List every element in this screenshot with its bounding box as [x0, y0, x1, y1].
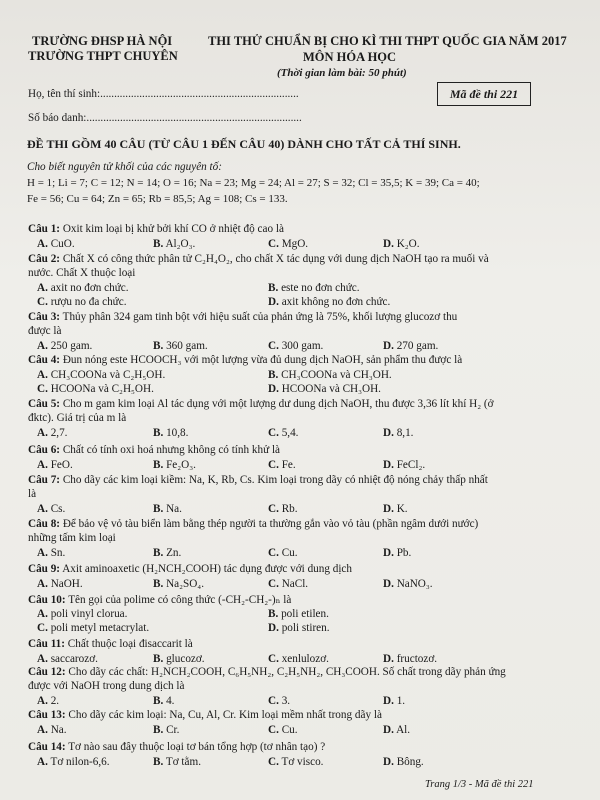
option-letter: C.	[268, 459, 279, 471]
option-text: Pb.	[396, 547, 412, 559]
option-text: Na.	[166, 503, 182, 515]
option-text: 250 gam.	[50, 340, 93, 352]
answer-option-a[interactable]	[37, 653, 98, 665]
question-number: Câu 1:	[28, 223, 61, 235]
answer-option-a[interactable]	[37, 459, 73, 471]
answer-option-d[interactable]	[383, 547, 411, 559]
answer-option-a[interactable]	[37, 340, 92, 352]
option-text: xenlulozơ.	[281, 653, 329, 665]
question-number: Câu 7:	[28, 474, 61, 486]
exam-title: THI THỬ CHUẨN BỊ CHO KÌ THI THPT QUỐC GIA NĂM 2017	[208, 34, 567, 48]
question-text: Oxit kim loại bị khử bởi khí CO ở nhiệt độ cao là	[62, 223, 284, 235]
answer-option-d[interactable]	[383, 653, 437, 665]
instructions-title: ĐỀ THI GỒM 40 CÂU (TỪ CÂU 1 ĐẾN CÂU 40) DÀNH CHO TẤT CẢ THÍ SINH.	[27, 137, 461, 151]
option-letter: C.	[268, 427, 279, 439]
option-text: 1.	[396, 695, 406, 707]
answer-option-b[interactable]	[153, 503, 182, 515]
answer-option-a[interactable]	[37, 503, 65, 515]
question-number: Câu 2:	[28, 253, 61, 265]
option-text: 2,7.	[50, 427, 68, 439]
option-letter: D.	[383, 653, 394, 665]
option-text: Na₂SO₄.	[166, 578, 205, 590]
option-letter: A.	[37, 653, 48, 665]
answer-option-d[interactable]	[383, 578, 433, 590]
option-letter: D.	[383, 459, 394, 471]
answer-option-d[interactable]	[268, 383, 381, 395]
answer-option-b[interactable]	[268, 608, 329, 620]
answer-option-a[interactable]	[37, 756, 110, 768]
option-letter: C.	[268, 503, 279, 515]
answer-option-c[interactable]	[268, 459, 296, 471]
answer-option-c[interactable]	[268, 503, 298, 515]
answer-option-b[interactable]	[153, 578, 204, 590]
option-text: fructozơ.	[396, 653, 438, 665]
option-text: poli metyl metacrylat.	[50, 622, 150, 634]
question-text-continued: là	[28, 488, 37, 500]
option-text: Rb.	[281, 503, 298, 515]
answer-option-d[interactable]	[268, 622, 330, 634]
answer-option-a[interactable]	[37, 427, 67, 439]
option-letter: B.	[153, 503, 164, 515]
answer-option-b[interactable]	[153, 459, 196, 471]
option-letter: D.	[383, 427, 394, 439]
answer-option-b[interactable]	[153, 724, 179, 736]
answer-option-c[interactable]	[268, 547, 298, 559]
question-number: Câu 9:	[28, 563, 61, 575]
answer-option-c[interactable]	[37, 622, 149, 634]
exam-code-box: Mã đề thi 221	[437, 82, 531, 106]
option-letter: B.	[153, 427, 164, 439]
answer-option-a[interactable]	[37, 238, 75, 250]
option-letter: A.	[37, 427, 48, 439]
answer-option-d[interactable]	[383, 459, 425, 471]
option-letter: A.	[37, 756, 48, 768]
option-text: CuO.	[50, 238, 75, 250]
answer-option-d[interactable]	[383, 756, 424, 768]
option-letter: D.	[383, 340, 394, 352]
question-text: Tơ nào sau đây thuộc loại tơ bán tổng hợp (tơ nhân tạo) ?	[68, 741, 326, 753]
question-stem	[28, 518, 478, 530]
option-text: HCOONa và C₂H₅OH.	[50, 383, 154, 395]
option-text: rượu no đa chức.	[50, 296, 127, 308]
option-letter: A.	[37, 608, 48, 620]
question-stem	[28, 666, 506, 678]
option-letter: D.	[383, 238, 394, 250]
masses-line-2: Fe = 56; Cu = 64; Zn = 65; Rb = 85,5; Ag = 108; Cs = 133.	[27, 193, 288, 205]
question-text-continued: được với NaOH trong dung dịch là	[28, 680, 185, 692]
option-text: Cu.	[281, 547, 298, 559]
option-text: FeO.	[50, 459, 73, 471]
option-letter: A.	[37, 369, 48, 381]
option-letter: B.	[153, 653, 164, 665]
option-text: este no đơn chức.	[281, 282, 360, 294]
option-text: 5,4.	[281, 427, 299, 439]
answer-option-d[interactable]	[268, 296, 390, 308]
answer-option-a[interactable]	[37, 578, 83, 590]
answer-option-c[interactable]	[268, 653, 329, 665]
option-letter: C.	[268, 695, 279, 707]
option-letter: D.	[383, 503, 394, 515]
option-text: Cu.	[281, 724, 298, 736]
option-text: saccarozơ.	[50, 653, 98, 665]
school-name-2: TRƯỜNG THPT CHUYÊN	[28, 49, 178, 63]
answer-option-a[interactable]	[37, 282, 129, 294]
answer-option-b[interactable]	[153, 756, 201, 768]
option-text: poli stiren.	[281, 622, 330, 634]
question-text-continued: đktc). Giá trị của m là	[28, 412, 127, 424]
question-stem	[28, 398, 494, 410]
question-text: Cho dãy các kim loại kiềm: Na, K, Rb, Cs. Kim loại trong dãy có nhiệt độ nóng chảy thấp nhất	[62, 474, 488, 486]
option-letter: C.	[268, 724, 279, 736]
answer-option-d[interactable]	[383, 340, 438, 352]
option-text: Zn.	[166, 547, 182, 559]
option-text: Fe.	[281, 459, 296, 471]
answer-option-c[interactable]	[268, 695, 290, 707]
option-letter: A.	[37, 340, 48, 352]
option-text: Fe₂O₃.	[166, 459, 196, 471]
question-text-continued: được là	[28, 325, 62, 337]
answer-option-d[interactable]	[383, 238, 420, 250]
option-text: 270 gam.	[396, 340, 439, 352]
option-letter: B.	[153, 459, 164, 471]
question-text: Cho dãy các kim loại: Na, Cu, Al, Cr. Kim loại mềm nhất trong dãy là	[68, 709, 382, 721]
question-stem	[28, 311, 457, 323]
option-text: NaCl.	[281, 578, 309, 590]
question-text: Tên gọi của polime có công thức (-CH₂-CH₂-)ₙ là	[68, 594, 292, 606]
answer-option-d[interactable]	[383, 427, 413, 439]
option-text: Cr.	[166, 724, 180, 736]
answer-option-c[interactable]	[268, 756, 323, 768]
option-text: 2.	[50, 695, 60, 707]
option-letter: A.	[37, 282, 48, 294]
question-stem	[28, 444, 280, 456]
masses-intro: Cho biết nguyên tử khối của các nguyên tố:	[27, 161, 222, 173]
school-name-1: TRƯỜNG ĐHSP HÀ NỘI	[32, 34, 173, 48]
question-number: Câu 6:	[28, 444, 61, 456]
option-text: axit không no đơn chức.	[281, 296, 391, 308]
option-text: 360 gam.	[166, 340, 208, 352]
question-stem	[28, 709, 382, 721]
answer-option-d[interactable]	[383, 503, 408, 515]
answer-option-c[interactable]	[268, 578, 308, 590]
answer-option-a[interactable]	[37, 369, 165, 381]
option-letter: B.	[153, 547, 164, 559]
question-text: Để bảo vệ vỏ tàu biển làm bằng thép người ta thường gắn vào vỏ tàu (phần ngâm dưới nước)	[62, 518, 479, 530]
option-text: CH₃COONa và C₂H₅OH.	[50, 369, 166, 381]
option-letter: A.	[37, 695, 48, 707]
candidate-name-field: Họ, tên thí sinh:.......................................................................	[28, 88, 299, 100]
option-text: 3.	[281, 695, 291, 707]
answer-option-d[interactable]	[383, 724, 410, 736]
answer-option-b[interactable]	[153, 340, 208, 352]
option-letter: C.	[37, 383, 48, 395]
option-letter: A.	[37, 238, 48, 250]
answer-option-b[interactable]	[268, 369, 392, 381]
question-stem	[28, 741, 325, 753]
answer-option-c[interactable]	[268, 340, 323, 352]
option-text: Tơ nilon-6,6.	[50, 756, 110, 768]
question-number: Câu 12:	[28, 666, 66, 678]
option-letter: B.	[153, 724, 164, 736]
question-number: Câu 11:	[28, 638, 65, 650]
option-text: Al.	[396, 724, 411, 736]
option-text: poli vinyl clorua.	[50, 608, 128, 620]
answer-option-a[interactable]	[37, 695, 59, 707]
option-letter: D.	[383, 695, 394, 707]
option-text: Tơ tằm.	[165, 756, 201, 768]
answer-option-b[interactable]	[153, 238, 195, 250]
option-letter: C.	[268, 547, 279, 559]
option-letter: D.	[383, 756, 394, 768]
question-stem	[28, 563, 352, 575]
masses-line-1: H = 1; Li = 7; C = 12; N = 14; O = 16; Na = 23; Mg = 24; Al = 27; S = 32; Cl = 35,5; K = 39; Ca = 40;	[27, 177, 480, 189]
question-stem	[28, 474, 488, 486]
option-letter: D.	[268, 383, 279, 395]
option-letter: C.	[268, 578, 279, 590]
option-text: axit no đơn chức.	[50, 282, 129, 294]
question-number: Câu 3:	[28, 311, 61, 323]
option-letter: B.	[153, 340, 164, 352]
option-text: K.	[396, 503, 408, 515]
option-letter: A.	[37, 547, 48, 559]
answer-option-a[interactable]	[37, 724, 67, 736]
option-letter: A.	[37, 459, 48, 471]
option-text: Sn.	[50, 547, 66, 559]
question-stem	[28, 223, 284, 235]
question-stem	[28, 253, 489, 265]
question-number: Câu 14:	[28, 741, 66, 753]
question-stem	[28, 354, 462, 366]
question-number: Câu 8:	[28, 518, 61, 530]
answer-option-b[interactable]	[153, 427, 188, 439]
option-letter: B.	[268, 282, 279, 294]
option-text: 300 gam.	[281, 340, 324, 352]
option-letter: C.	[268, 756, 279, 768]
option-text: poli etilen.	[281, 608, 329, 620]
option-text: Bông.	[396, 756, 424, 768]
option-text: HCOONa và CH₃OH.	[281, 383, 381, 395]
option-letter: D.	[268, 296, 279, 308]
option-text: NaOH.	[50, 578, 83, 590]
question-text: Chất X có công thức phân tử C₂H₄O₂, cho chất X tác dụng với dung dịch NaOH tạo ra muối và	[62, 253, 489, 265]
option-text: Na.	[50, 724, 67, 736]
option-letter: D.	[383, 547, 394, 559]
option-letter: C.	[268, 340, 279, 352]
option-text: MgO.	[281, 238, 309, 250]
time-limit: (Thời gian làm bài: 50 phút)	[277, 67, 407, 79]
question-number: Câu 13:	[28, 709, 66, 721]
option-letter: B.	[153, 695, 164, 707]
option-text: glucozơ.	[166, 653, 205, 665]
option-text: 8,1.	[396, 427, 414, 439]
question-stem	[28, 593, 291, 606]
option-letter: B.	[153, 238, 164, 250]
question-number: Câu 4:	[28, 354, 61, 366]
option-letter: A.	[37, 578, 48, 590]
option-text: Tơ visco.	[281, 756, 324, 768]
question-number: Câu 10:	[28, 594, 66, 606]
option-text: NaNO₃.	[396, 578, 433, 590]
option-letter: B.	[268, 369, 279, 381]
question-text: Chất thuộc loại đisaccarit là	[67, 638, 193, 650]
option-letter: C.	[268, 653, 279, 665]
question-text: Đun nóng este HCOOCH₃ với một lượng vừa đủ dung dịch NaOH, sản phẩm thu được là	[62, 354, 463, 366]
answer-option-d[interactable]	[383, 695, 405, 707]
option-letter: A.	[37, 503, 48, 515]
question-text-continued: nước. Chất X thuộc loại	[28, 267, 136, 279]
answer-option-c[interactable]	[268, 238, 308, 250]
candidate-id-field: Số báo danh:.............................................................................	[28, 112, 302, 124]
option-letter: D.	[383, 578, 394, 590]
option-letter: D.	[268, 622, 279, 634]
question-text: Chất có tính oxi hoá nhưng không có tính khử là	[62, 444, 281, 456]
answer-option-c[interactable]	[37, 383, 154, 395]
question-text: Axit aminoaxetic (H₂NCH₂COOH) tác dụng được với dung dịch	[62, 563, 352, 575]
option-letter: C.	[37, 622, 48, 634]
question-text: Thủy phân 324 gam tinh bột với hiệu suất của phản ứng là 75%, khối lượng glucozơ thu	[62, 311, 458, 323]
question-text: Cho dãy các chất: H₂NCH₂COOH, C₆H₅NH₂, C₂H₅NH₂, CH₃COOH. Số chất trong dãy phản ứng	[68, 666, 506, 678]
option-text: 4.	[166, 695, 175, 707]
answer-option-b[interactable]	[153, 653, 205, 665]
subject-title: MÔN HÓA HỌC	[303, 50, 397, 64]
option-text: 10,8.	[166, 427, 189, 439]
question-text: Cho m gam kim loại Al tác dụng với một lượng dư dung dịch NaOH, thu được 3,36 lít khí H₂ (ở	[62, 398, 494, 410]
answer-option-a[interactable]	[37, 608, 127, 620]
option-text: Cs.	[50, 503, 66, 515]
page-footer: Trang 1/3 - Mã đề thi 221	[425, 779, 534, 790]
answer-option-b[interactable]	[153, 547, 181, 559]
option-letter: C.	[268, 238, 279, 250]
option-letter: D.	[383, 724, 394, 736]
answer-option-b[interactable]	[153, 695, 174, 707]
option-text: FeCl₂.	[396, 459, 426, 471]
option-letter: B.	[268, 608, 279, 620]
question-text-continued: những tấm kim loại	[28, 532, 116, 544]
option-letter: C.	[37, 296, 48, 308]
answer-option-c[interactable]	[268, 724, 298, 736]
answer-option-a[interactable]	[37, 547, 65, 559]
option-letter: A.	[37, 724, 48, 736]
question-number: Câu 5:	[28, 398, 61, 410]
option-text: Al₂O₃.	[165, 238, 196, 250]
answer-option-c[interactable]	[268, 427, 298, 439]
question-stem	[28, 638, 193, 650]
option-text: K₂O.	[396, 238, 420, 250]
answer-option-b[interactable]	[268, 282, 360, 294]
option-letter: B.	[153, 756, 164, 768]
option-letter: B.	[153, 578, 164, 590]
answer-option-c[interactable]	[37, 296, 127, 308]
option-text: CH₃COONa và CH₃OH.	[281, 369, 392, 381]
